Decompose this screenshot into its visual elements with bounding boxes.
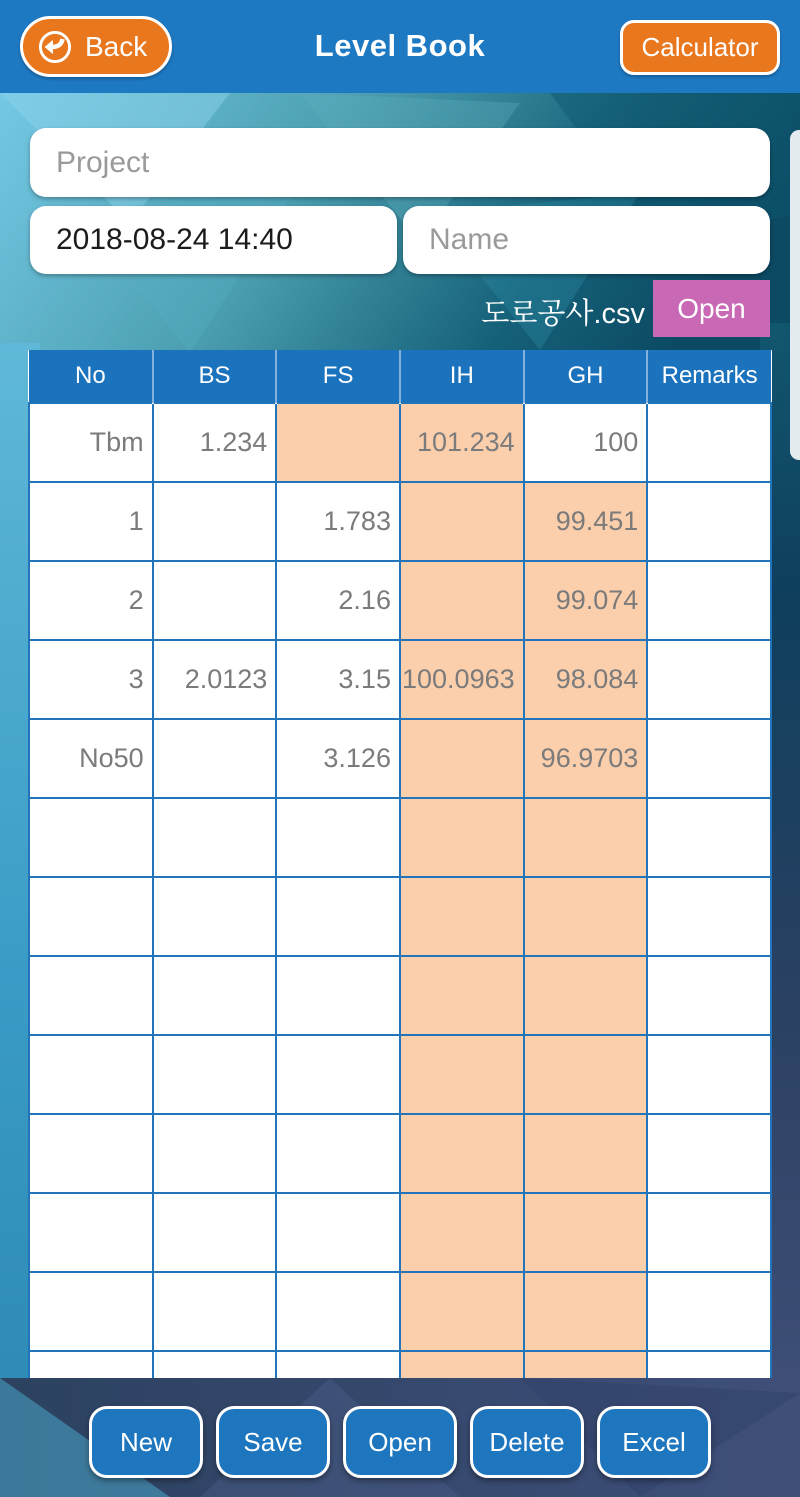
cell-fs[interactable] — [276, 956, 400, 1035]
open-file-button[interactable]: Open — [653, 280, 770, 337]
table-row — [29, 877, 771, 956]
cell-gh[interactable] — [524, 1114, 648, 1193]
calculator-button[interactable]: Calculator — [620, 20, 780, 75]
cell-remarks[interactable] — [647, 561, 771, 640]
cell-gh[interactable] — [524, 1193, 648, 1272]
cell-ih[interactable] — [400, 956, 524, 1035]
cell-bs[interactable] — [153, 1193, 277, 1272]
cell-ih[interactable] — [400, 1272, 524, 1351]
cell-ih[interactable] — [400, 798, 524, 877]
table-row — [29, 1272, 771, 1351]
page-title: Level Book — [314, 28, 486, 63]
cell-bs[interactable] — [153, 482, 277, 561]
cell-bs[interactable] — [153, 719, 277, 798]
table-row — [29, 640, 771, 719]
cell-gh[interactable]: 100 — [524, 403, 648, 482]
table-row — [29, 403, 771, 482]
cell-no[interactable] — [29, 877, 153, 956]
cell-bs[interactable] — [153, 1272, 277, 1351]
scrollbar-thumb[interactable] — [790, 130, 800, 460]
table-row — [29, 1114, 771, 1193]
table-row — [29, 1193, 771, 1272]
cell-fs[interactable]: 1.783 — [276, 482, 400, 561]
cell-fs[interactable] — [276, 1114, 400, 1193]
cell-bs[interactable] — [153, 956, 277, 1035]
column-header-ih: IH — [400, 350, 524, 403]
cell-ih[interactable] — [400, 719, 524, 798]
cell-ih[interactable] — [400, 1351, 524, 1378]
cell-gh[interactable] — [524, 1272, 648, 1351]
cell-ih[interactable] — [400, 482, 524, 561]
table-row — [29, 1351, 771, 1378]
footer-delete-button[interactable]: Delete — [470, 1406, 584, 1478]
cell-gh[interactable] — [524, 956, 648, 1035]
cell-remarks[interactable] — [647, 1035, 771, 1114]
column-header-gh: GH — [524, 350, 648, 403]
cell-gh[interactable]: 96.9703 — [524, 719, 648, 798]
column-header-bs: BS — [153, 350, 277, 403]
cell-remarks[interactable] — [647, 403, 771, 482]
cell-fs[interactable] — [276, 877, 400, 956]
cell-fs[interactable]: 2.16 — [276, 561, 400, 640]
cell-gh[interactable] — [524, 877, 648, 956]
cell-fs[interactable] — [276, 798, 400, 877]
cell-remarks[interactable] — [647, 482, 771, 561]
cell-bs[interactable] — [153, 1035, 277, 1114]
column-header-fs: FS — [276, 350, 400, 403]
cell-no[interactable] — [29, 1035, 153, 1114]
cell-ih[interactable] — [400, 877, 524, 956]
cell-bs[interactable] — [153, 877, 277, 956]
cell-gh[interactable] — [524, 798, 648, 877]
cell-fs[interactable]: 3.126 — [276, 719, 400, 798]
cell-ih[interactable] — [400, 1193, 524, 1272]
cell-no[interactable] — [29, 956, 153, 1035]
cell-fs[interactable]: 3.15 — [276, 640, 400, 719]
column-header-remarks: Remarks — [647, 350, 771, 403]
cell-no[interactable] — [29, 1114, 153, 1193]
table-row — [29, 956, 771, 1035]
cell-remarks[interactable] — [647, 798, 771, 877]
table-row — [29, 482, 771, 561]
cell-bs[interactable] — [153, 561, 277, 640]
cell-ih[interactable] — [400, 1114, 524, 1193]
table-row — [29, 1035, 771, 1114]
cell-no[interactable] — [29, 1351, 153, 1378]
cell-fs[interactable] — [276, 1351, 400, 1378]
name-input[interactable] — [403, 206, 770, 274]
cell-bs[interactable] — [153, 798, 277, 877]
cell-ih[interactable]: 101.234 — [400, 403, 524, 482]
cell-gh[interactable]: 99.451 — [524, 482, 648, 561]
cell-gh[interactable] — [524, 1035, 648, 1114]
cell-remarks[interactable] — [647, 956, 771, 1035]
cell-gh[interactable]: 98.084 — [524, 640, 648, 719]
cell-fs[interactable] — [276, 403, 400, 482]
cell-no[interactable]: 1 — [29, 482, 153, 561]
cell-gh[interactable]: 99.074 — [524, 561, 648, 640]
levels-table — [28, 350, 772, 1378]
cell-ih[interactable]: 100.0963 — [400, 640, 524, 719]
cell-remarks[interactable] — [647, 640, 771, 719]
cell-fs[interactable] — [276, 1193, 400, 1272]
cell-no[interactable]: 3 — [29, 640, 153, 719]
cell-fs[interactable] — [276, 1035, 400, 1114]
cell-bs[interactable] — [153, 1114, 277, 1193]
cell-bs[interactable] — [153, 1351, 277, 1378]
footer-open-button[interactable]: Open — [343, 1406, 457, 1478]
csv-filename-label: 도로공사.csv — [481, 298, 645, 330]
cell-no[interactable] — [29, 798, 153, 877]
table-header-row — [29, 350, 771, 403]
table-row — [29, 719, 771, 798]
cell-bs[interactable]: 2.0123 — [153, 640, 277, 719]
cell-remarks[interactable] — [647, 719, 771, 798]
table-row — [29, 561, 771, 640]
footer-new-button[interactable]: New — [89, 1406, 203, 1478]
cell-remarks[interactable] — [647, 1193, 771, 1272]
cell-ih[interactable] — [400, 1035, 524, 1114]
footer-save-button[interactable]: Save — [216, 1406, 330, 1478]
column-header-no: No — [29, 350, 153, 403]
cell-bs[interactable]: 1.234 — [153, 403, 277, 482]
footer-button-bar — [0, 1406, 800, 1478]
cell-fs[interactable] — [276, 1272, 400, 1351]
cell-no[interactable]: No50 — [29, 719, 153, 798]
project-input[interactable] — [30, 128, 770, 197]
levels-table-scroll-area[interactable] — [28, 350, 772, 1378]
cell-no[interactable]: 2 — [29, 561, 153, 640]
cell-ih[interactable] — [400, 561, 524, 640]
datetime-input[interactable] — [30, 206, 397, 274]
table-row — [29, 798, 771, 877]
back-label: Back — [85, 30, 148, 62]
top-bar — [0, 0, 800, 93]
cell-no[interactable] — [29, 1193, 153, 1272]
cell-remarks[interactable] — [647, 1351, 771, 1378]
cell-no[interactable] — [29, 1272, 153, 1351]
cell-remarks[interactable] — [647, 1272, 771, 1351]
footer-excel-button[interactable]: Excel — [597, 1406, 711, 1478]
cell-remarks[interactable] — [647, 877, 771, 956]
cell-remarks[interactable] — [647, 1114, 771, 1193]
cell-no[interactable]: Tbm — [29, 403, 153, 482]
cell-gh[interactable] — [524, 1351, 648, 1378]
